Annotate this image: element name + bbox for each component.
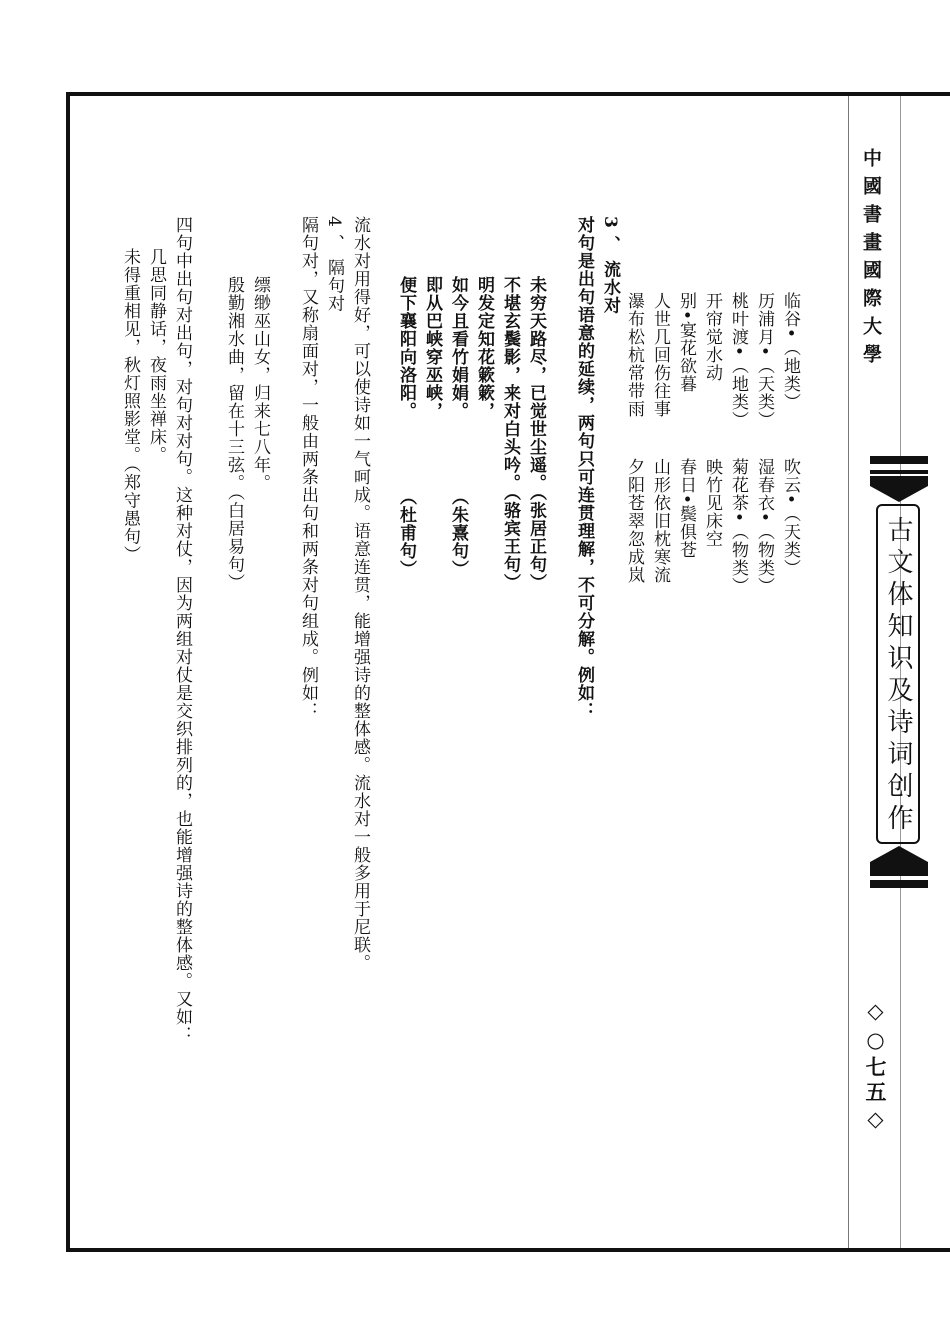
book-title-panel: [866, 456, 930, 886]
text-column: 春日•鬓俱苍: [676, 458, 696, 560]
example-line: 几思同静话，夜雨坐禅床。: [146, 248, 166, 464]
text-column: 瀑布松杭常带雨: [624, 292, 644, 418]
paragraph: 对句是出句语意的延续，两句只可连贯理解，不可分解。例如：: [574, 216, 594, 720]
paragraph: 四句中出句对出句，对句对对句。这种对仗，因为两组对仗是交织排列的，也能增强诗的整体感。又如：: [172, 216, 192, 1044]
title-bar-top: [870, 456, 928, 464]
page-number: ◇○七五◇: [863, 998, 888, 1135]
example-line: 殷勤湘水曲，留在十三弦。（白居易句）: [224, 276, 244, 592]
text-column: 别•宴花欲暮: [676, 292, 696, 394]
text-column: 菊花茶•（物类）: [728, 458, 748, 596]
text-column: 桃叶渡•（地类）: [728, 292, 748, 430]
example-line: 便下襄阳向洛阳。: [396, 276, 416, 420]
example-line: 未穷天路尽，已觉世尘遥。（张居正句）: [526, 276, 546, 592]
text-column: 映竹见床空: [702, 458, 722, 548]
section-heading: 4 、 隔句对: [324, 216, 344, 313]
text-column: 湿春衣•（物类）: [754, 458, 774, 596]
text-column: 夕阳苍翠忽成岚: [624, 458, 644, 584]
title-bar-bottom-thin: [870, 872, 928, 876]
example-line: 如今且看竹娟娟。: [448, 276, 468, 420]
book-title-frame: [876, 504, 920, 844]
publisher-name: 中國書畫國際大學: [860, 148, 882, 372]
example-line: 未得重相见，秋灯照影堂。（郑守愚句）: [120, 248, 140, 564]
example-line: 缥缈巫山女，归来七八年。: [250, 276, 270, 492]
sidebar-divider: [848, 96, 849, 1248]
text-column: 历浦月•（天类）: [754, 292, 774, 430]
paragraph: 隔句对，又称扇面对，一般由两条出句和两条对句组成。例如：: [298, 216, 318, 720]
example-line: 不堪玄鬓影，来对白头吟。（骆宾王句）: [500, 276, 520, 592]
book-title: 古文体知识及诗词创作: [883, 516, 913, 836]
text-column: 吹云•（天类）: [780, 458, 800, 578]
citation: （杜甫句）: [396, 488, 416, 578]
citation: （朱熹句）: [448, 488, 468, 578]
text-column: 临谷•（地类）: [780, 292, 800, 412]
text-column: 人世几回伤往事: [650, 292, 670, 418]
title-bar-bottom: [870, 880, 928, 888]
page-frame: [66, 92, 950, 1252]
title-ornament-top: [870, 476, 928, 502]
paragraph: 流水对用得好，可以使诗如一气呵成。语意连贯，能增强诗的整体感。流水对一般多用于尼联。: [350, 216, 370, 972]
example-line: 即从巴峡穿巫峡，: [422, 276, 442, 420]
title-bar-top-thin: [870, 470, 928, 474]
section-heading: 3 、 流水对: [600, 216, 620, 315]
example-line: 明发定知花簌簌，: [474, 276, 494, 420]
title-ornament-bottom: [870, 846, 928, 872]
text-column: 开帘觉水动: [702, 292, 722, 382]
text-column: 山形依旧枕寒流: [650, 458, 670, 584]
